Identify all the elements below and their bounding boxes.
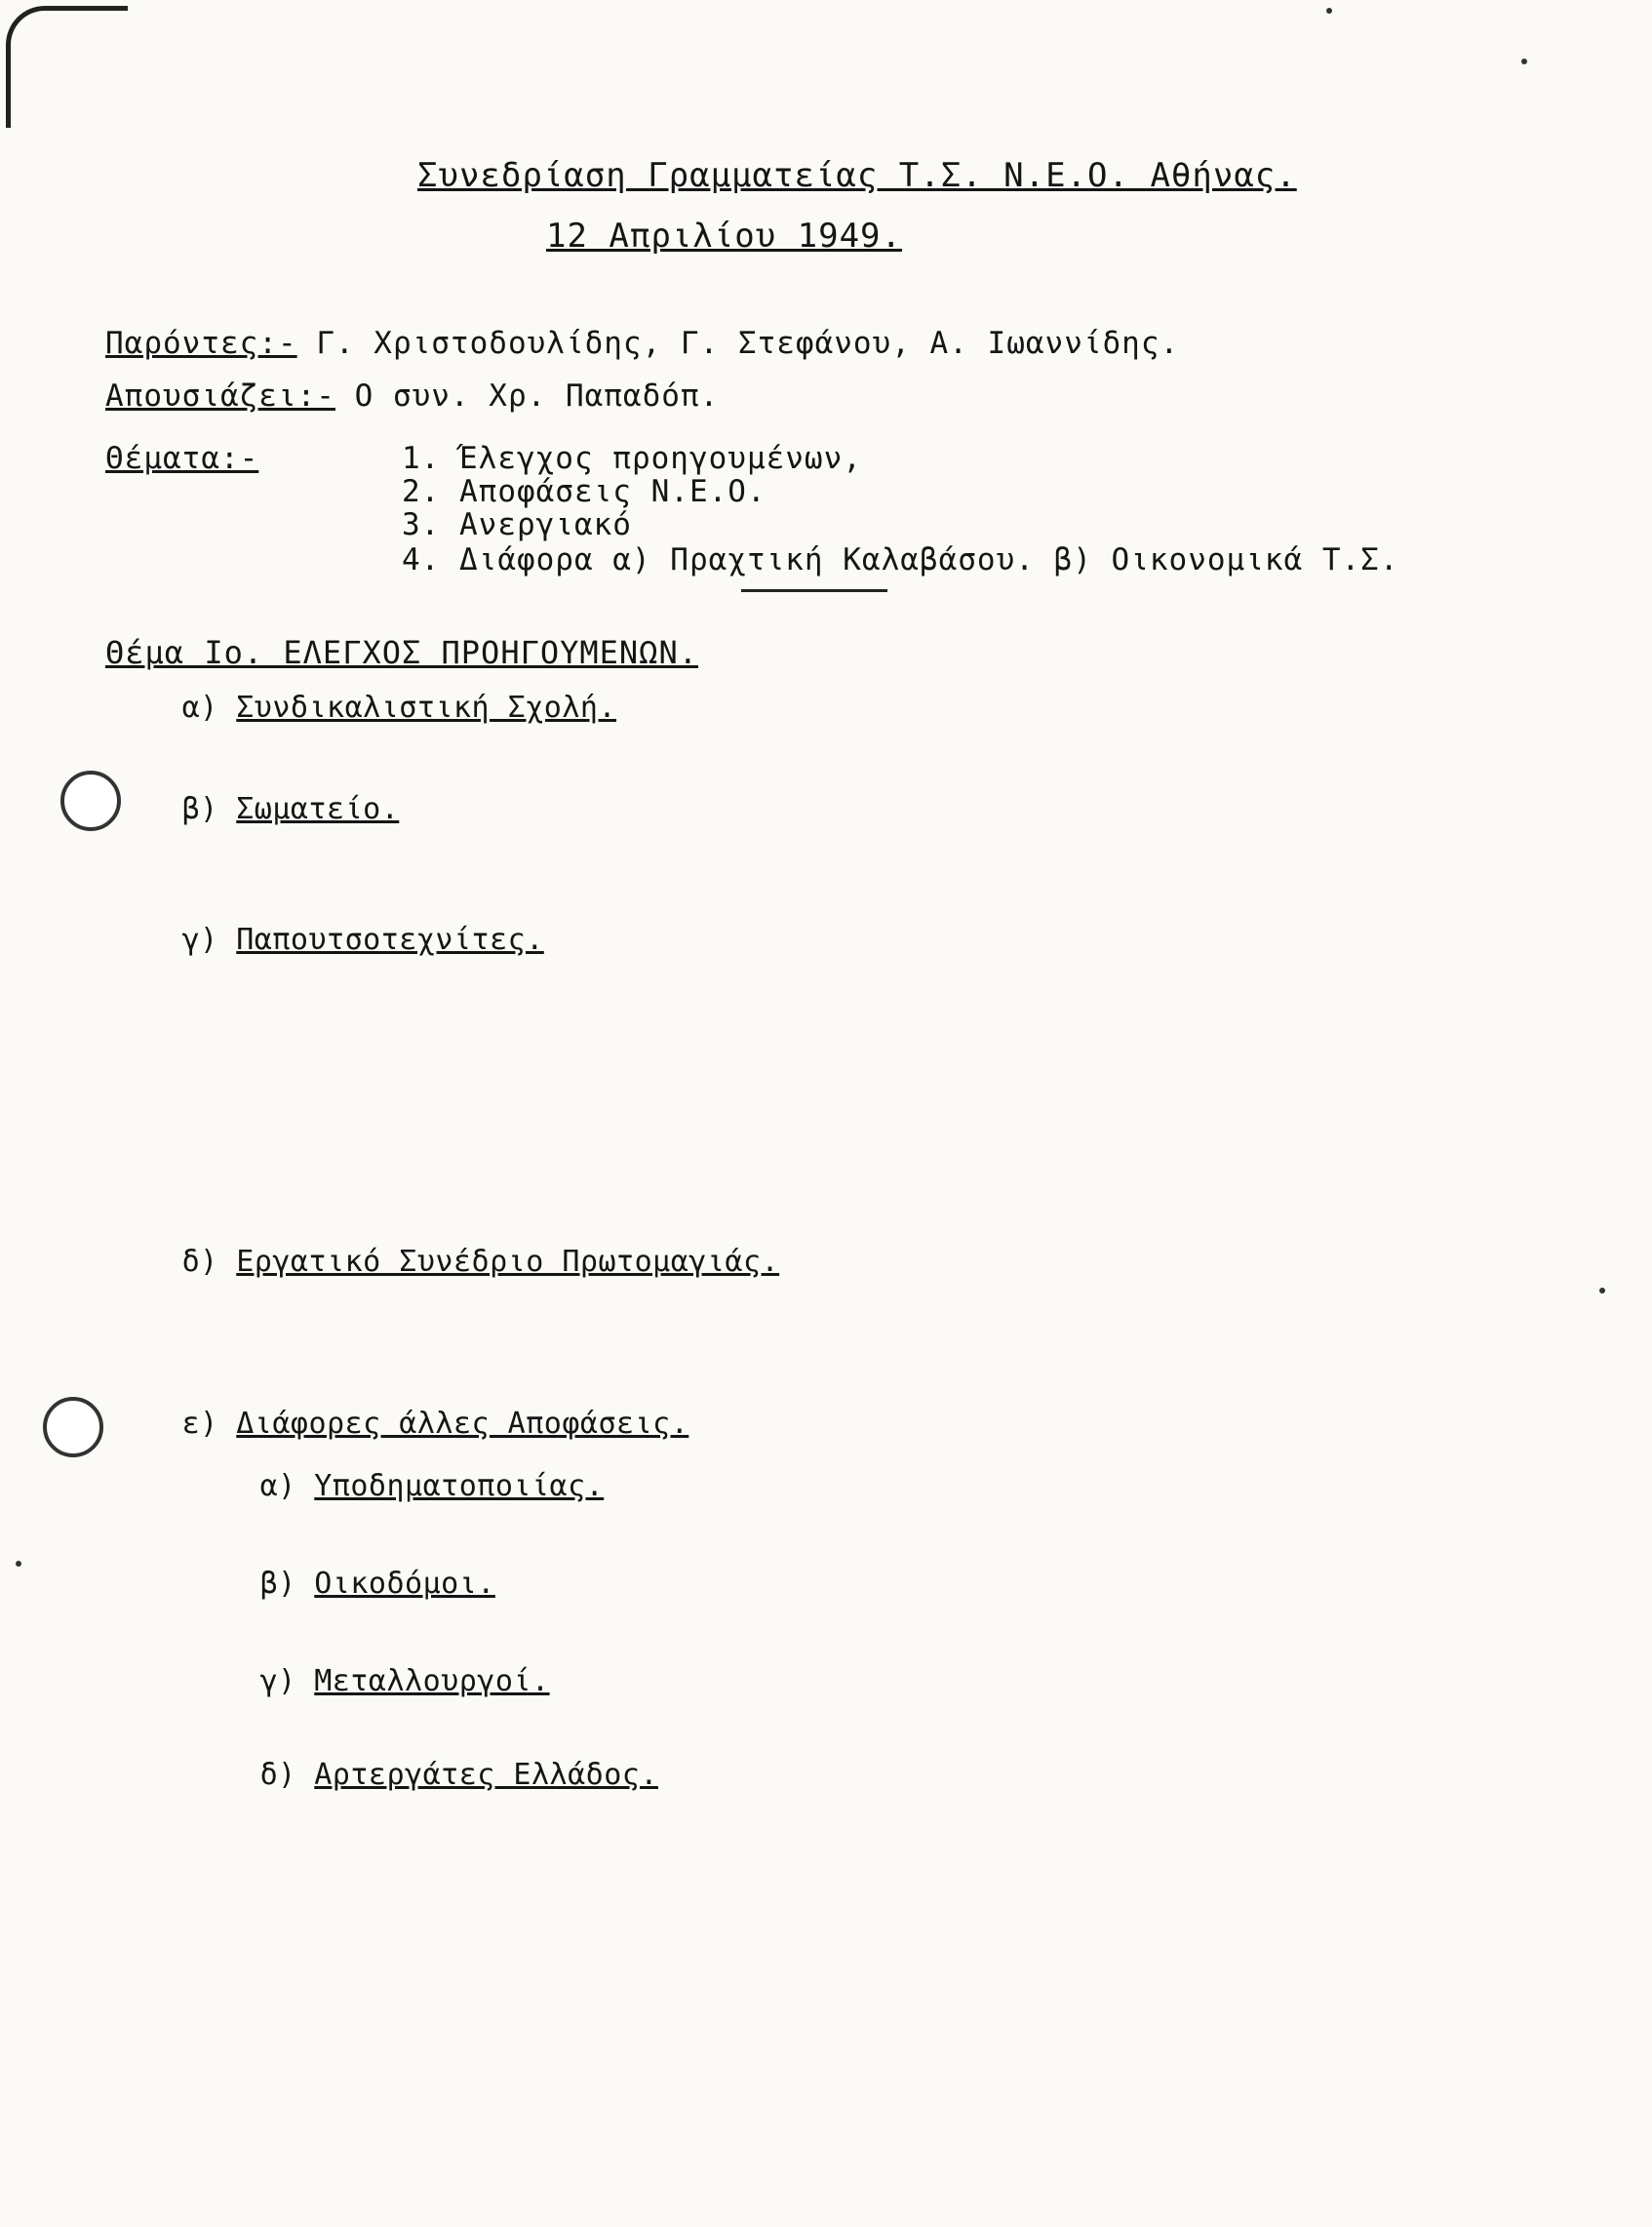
subitem-b — [105, 1567, 495, 1602]
present-names: Γ. Χριστοδουλίδης, Γ. Στεφάνου, Α. Ιωαννίδης. — [316, 326, 1180, 361]
subitem-c-label: γ) — [259, 1664, 296, 1698]
item-c-title: Παπουτσοτεχνίτες. — [236, 923, 544, 957]
subitem-d-label: δ) — [259, 1758, 296, 1792]
agenda-label: Θέματα:- — [105, 441, 259, 476]
speck — [1599, 1288, 1605, 1293]
item-e-label: ε) — [181, 1407, 218, 1441]
agenda-item-1: 1. Έλεγχος προηγουμένων, — [402, 441, 862, 476]
subitem-c — [105, 1664, 550, 1699]
page-corner-mark — [6, 6, 128, 128]
item-b-line-1 — [105, 792, 399, 827]
subitem-c-line-1 — [105, 1664, 550, 1699]
present-row — [105, 326, 1179, 361]
item-a — [105, 691, 616, 726]
item-d-title: Εργατικό Συνέδριο Πρωτομαγιάς. — [236, 1245, 780, 1279]
item-e — [105, 1407, 688, 1442]
punch-hole-bottom — [43, 1397, 103, 1457]
subitem-d — [105, 1758, 658, 1793]
subitem-a-line-1 — [105, 1469, 604, 1504]
item-e-line-1 — [105, 1407, 688, 1442]
item-a-line-1 — [105, 691, 616, 726]
document-date: 12 Απριλίου 1949. — [546, 217, 902, 256]
item-c-label: γ) — [181, 923, 218, 957]
speck — [1326, 8, 1332, 14]
present-label: Παρόντες:- — [105, 326, 297, 361]
item-a-label: α) — [181, 691, 218, 725]
item-e-title: Διάφορες άλλες Αποφάσεις. — [236, 1407, 689, 1441]
item-a-title: Συνδικαλιστική Σχολή. — [236, 691, 617, 725]
item-d — [105, 1245, 779, 1280]
agenda-item-2: 2. Αποφάσεις Ν.Ε.Ο. — [402, 474, 767, 509]
subitem-b-title: Οικοδόμοι. — [314, 1567, 495, 1601]
subitem-d-line-1 — [105, 1758, 658, 1793]
item-d-line-1 — [105, 1245, 779, 1280]
speck — [16, 1561, 21, 1567]
agenda-item-4: 4. Διάφορα α) Πραχτική Καλαβάσου. β) Οικονομικά Τ.Σ. — [402, 542, 1399, 577]
item-b-title: Σωματείο. — [236, 792, 400, 826]
absent-row — [105, 378, 719, 414]
subitem-a — [105, 1469, 604, 1504]
document-title: Συνεδρίαση Γραμματείας Τ.Σ. Ν.Ε.Ο. Αθήνας. — [417, 156, 1297, 195]
subitem-b-line-1 — [105, 1567, 495, 1602]
subitem-d-title: Αρτεργάτες Ελλάδος. — [314, 1758, 658, 1792]
subitem-c-title: Μεταλλουργοί. — [314, 1664, 550, 1698]
item-d-label: δ) — [181, 1245, 218, 1279]
agenda-item-3: 3. Ανεργιακό — [402, 507, 632, 542]
subitem-a-label: α) — [259, 1469, 296, 1503]
agenda-rule — [741, 589, 887, 592]
item-b-label: β) — [181, 792, 218, 826]
absent-names: Ο συν. Χρ. Παπαδόπ. — [354, 378, 720, 414]
subitem-a-title: Υποδηματοποιίας. — [314, 1469, 605, 1503]
item-c-line-1 — [105, 923, 544, 958]
absent-label: Απουσιάζει:- — [105, 378, 335, 414]
item-c — [105, 923, 544, 958]
subitem-b-label: β) — [259, 1567, 296, 1601]
speck — [1521, 59, 1527, 64]
item-b — [105, 792, 399, 827]
section1-title: Θέμα Ιο. ΕΛΕΓΧΟΣ ΠΡΟΗΓΟΥΜΕΝΩΝ. — [105, 634, 698, 671]
